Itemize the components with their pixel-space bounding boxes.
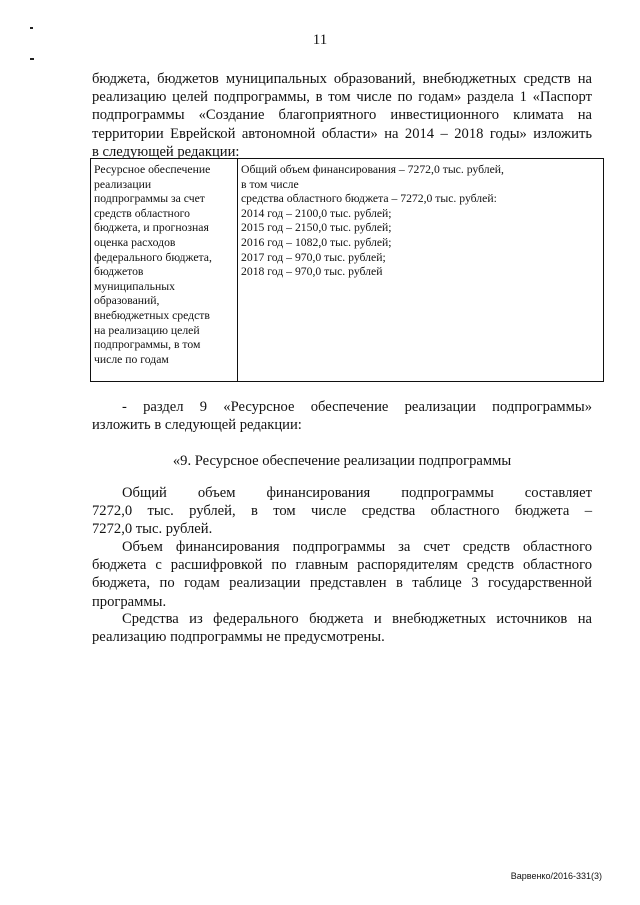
table-cell-value: [238, 159, 604, 382]
text-line: изложить в следующей редакции:: [92, 417, 302, 434]
cell-line: 2017 год – 970,0 тыс. рублей;: [241, 250, 386, 264]
text-line: Средства из федерального бюджета и внебюджетных источников на: [122, 611, 592, 627]
passport-table: [90, 158, 604, 382]
cell-line: бюджета, и прогнозная: [94, 221, 209, 235]
text-line: реализацию целей подпрограммы, в том числе по годам» раздела 1 «Паспорт: [92, 89, 592, 106]
intro-paragraph: [92, 70, 592, 161]
cell-line: средств областного: [94, 206, 191, 220]
text-line: бюджета с расшифровкой по главным распорядителям средств областного: [92, 557, 592, 574]
text-line: программы.: [92, 593, 167, 610]
cell-line: 2015 год – 2150,0 тыс. рублей;: [241, 221, 392, 235]
text-line: в следующей редакции:: [92, 143, 240, 160]
cell-line: в том числе: [241, 177, 299, 191]
text-line: подпрограммы «Создание благоприятного инвестиционного климата на: [92, 107, 592, 124]
text-line: 7272,0 тыс. рублей, в том числе средства областного бюджета –: [92, 503, 592, 520]
cell-line: внебюджетных средств: [94, 308, 210, 322]
cell-line: числе по годам: [94, 352, 169, 366]
cell-line: бюджетов: [94, 265, 144, 279]
cell-line: на реализацию целей: [94, 323, 200, 337]
cell-line: Общий объем финансирования – 7272,0 тыс. рублей,: [241, 163, 504, 176]
text-line: бюджета, бюджетов муниципальных образований, внебюджетных средств на: [92, 71, 592, 87]
cell-line: образований,: [94, 294, 160, 308]
scan-mark: [30, 58, 34, 60]
section-reference-paragraph: [92, 398, 592, 434]
cell-line: Ресурсное обеспечение: [94, 163, 211, 176]
text-line: Общий объем финансирования подпрограммы составляет: [122, 485, 592, 501]
cell-line: реализации: [94, 177, 152, 191]
cell-line: 2016 год – 1082,0 тыс. рублей;: [241, 235, 392, 249]
cell-line: федерального бюджета,: [94, 250, 212, 264]
text-line: Объем финансирования подпрограммы за счет средств областного: [122, 539, 592, 555]
table-cell-label: [91, 159, 238, 382]
cell-line: оценка расходов: [94, 235, 176, 249]
section-heading: «9. Ресурсное обеспечение реализации подпрограммы: [172, 453, 512, 469]
text-line: реализацию подпрограммы не предусмотрены.: [92, 629, 385, 646]
cell-line: 2018 год – 970,0 тыс. рублей: [241, 265, 383, 279]
text-line: бюджета, по годам реализации представлен в таблице 3 государственной: [92, 575, 592, 592]
cell-line: подпрограммы, в том: [94, 338, 201, 352]
text-line: 7272,0 тыс. рублей.: [92, 521, 213, 538]
cell-line: муниципальных: [94, 279, 175, 293]
cell-line: 2014 год – 2100,0 тыс. рублей;: [241, 206, 392, 220]
cell-line: средства областного бюджета – 7272,0 тыс. рублей:: [241, 192, 497, 206]
regional-budget-paragraph: [92, 538, 592, 611]
scan-mark: [30, 27, 33, 29]
text-line: территории Еврейской автономной области» на 2014 – 2018 годы» изложить: [92, 125, 592, 142]
financing-paragraph: [92, 484, 592, 539]
text-line: - раздел 9 «Ресурсное обеспечение реализации подпрограммы»: [122, 399, 592, 415]
federal-budget-paragraph: [92, 610, 592, 646]
table-row: [91, 159, 604, 382]
page-number: 11: [312, 32, 328, 48]
cell-line: подпрограммы за счет: [94, 192, 205, 206]
document-code: Варвенко/2016-331(3): [510, 871, 602, 881]
